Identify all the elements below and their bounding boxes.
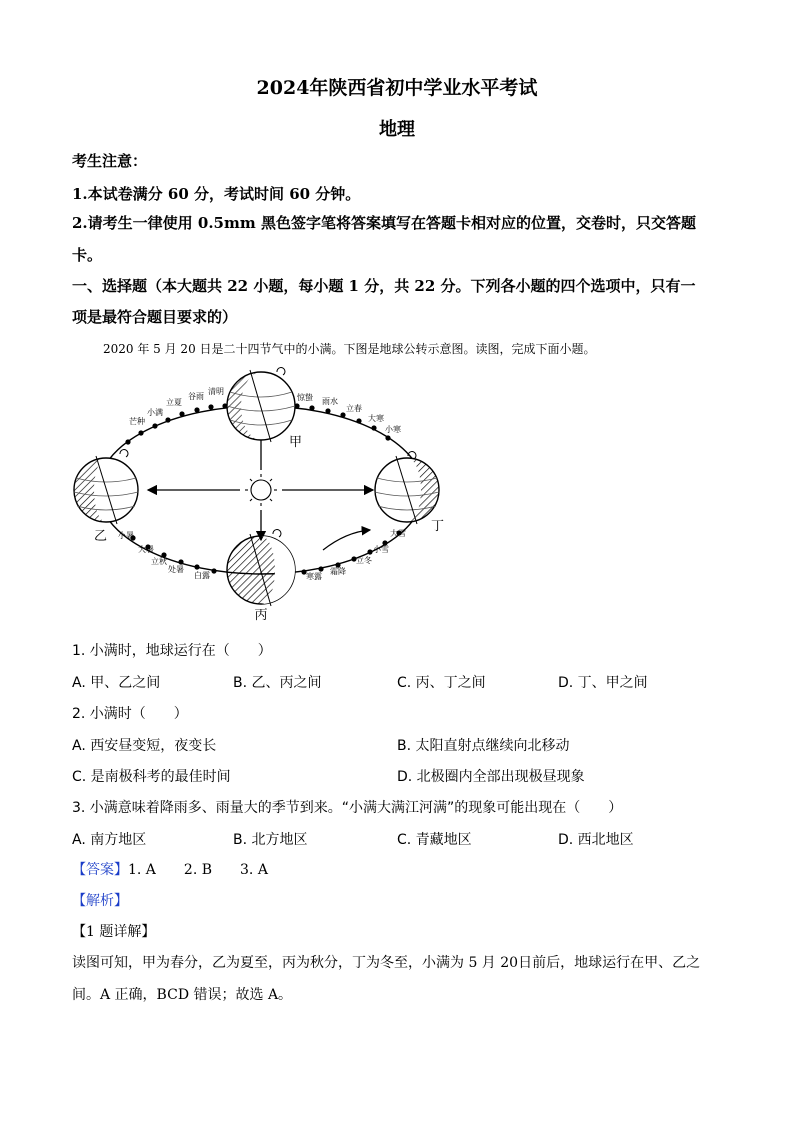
question-1-option-a: A. 甲、乙之间 xyxy=(72,675,161,691)
term-lixia: 立夏 xyxy=(166,398,182,407)
term-lichun: 立春 xyxy=(346,404,362,413)
question-3-option-a: A. 南方地区 xyxy=(72,832,147,848)
label-jia: 甲 xyxy=(289,435,303,450)
term-xiaoshu: 小暑 xyxy=(118,531,134,540)
term-dashu: 大暑 xyxy=(138,545,154,554)
question-1-stem: 1. 小满时，地球运行在（ ） xyxy=(72,643,272,659)
label-bing: 丙 xyxy=(254,608,268,622)
question-2-option-a: A. 西安昼变短，夜变长 xyxy=(72,738,217,754)
analysis-line-1: 读图可知，甲为春分，乙为夏至，丙为秋分，丁为冬至，小满为 5 月 20日前后，地球运行在甲、乙之 xyxy=(72,955,701,971)
term-dahan: 大寒 xyxy=(368,414,384,423)
term-chushu: 处暑 xyxy=(168,565,184,574)
term-jingzhe: 惊蛰 xyxy=(297,393,313,402)
subject-title: 地理 xyxy=(379,119,415,140)
analysis-label: 【解析】 xyxy=(72,893,128,909)
question-2-option-b: B. 太阳直射点继续向北移动 xyxy=(397,738,570,754)
term-mangzhong: 芒种 xyxy=(129,417,145,426)
answer-label: 【答案】 xyxy=(72,862,128,878)
term-guyu: 谷雨 xyxy=(188,392,204,401)
term-daxue: 大雪 xyxy=(390,529,406,538)
term-yushui: 雨水 xyxy=(322,397,338,406)
question-1-option-c: C. 丙、丁之间 xyxy=(397,675,486,691)
question-2-option-d: D. 北极圈内全部出现极昼现象 xyxy=(397,769,585,785)
notice-heading: 考生注意： xyxy=(72,152,148,170)
analysis-subheading: 【1 题详解】 xyxy=(72,924,156,940)
question-3-option-d: D. 西北地区 xyxy=(558,832,634,848)
answer-line xyxy=(72,859,268,879)
page-title: 2024年陕西省初中学业水平考试 xyxy=(256,77,538,99)
question-1-option-b: B. 乙、丙之间 xyxy=(233,675,322,691)
notice-item-1: 1.本试卷满分 60 分，考试时间 60 分钟。 xyxy=(72,185,361,203)
question-2-stem: 2. 小满时（ ） xyxy=(72,706,188,722)
label-ding: 丁 xyxy=(431,519,445,534)
notice-item-2-line-2: 卡。 xyxy=(72,246,103,264)
notice-item-2-line-1: 2.请考生一律使用 0.5mm 黑色签字笔将答案填写在答题卡相对应的位置，交卷时，只交答题 xyxy=(72,214,696,232)
term-shuangjiang: 霜降 xyxy=(330,567,346,576)
question-3-stem: 3. 小满意味着降雨多、雨量大的季节到来。“小满大满江河满”的现象可能出现在（ ） xyxy=(72,800,623,816)
section-heading-line-2: 项是最符合题目要求的） xyxy=(72,308,238,326)
question-intro: 2020 年 5 月 20 日是二十四节气中的小满。下图是地球公转示意图。读图，完成下面小题。 xyxy=(103,342,596,356)
question-1-option-d: D. 丁、甲之间 xyxy=(558,675,648,691)
label-yi: 乙 xyxy=(94,529,108,544)
term-bailu: 白露 xyxy=(194,571,210,580)
term-xiaoman: 小满 xyxy=(147,408,163,417)
earth-bing xyxy=(227,530,295,606)
question-3-option-b: B. 北方地区 xyxy=(233,832,308,848)
analysis-line-2: 间。A 正确，BCD 错误；故选 A。 xyxy=(72,987,293,1003)
term-xiaohan: 小寒 xyxy=(385,425,401,434)
earth-jia xyxy=(227,368,295,442)
revolution-direction-arrow xyxy=(323,530,370,550)
term-lidong: 立冬 xyxy=(356,556,372,565)
earth-orbit-diagram xyxy=(68,362,468,622)
earth-ding xyxy=(375,452,439,524)
term-qingming: 清明 xyxy=(208,387,224,396)
term-hanlu: 寒露 xyxy=(306,572,322,581)
question-3-option-c: C. 青藏地区 xyxy=(397,832,472,848)
sun-icon xyxy=(245,474,277,506)
earth-yi xyxy=(74,450,138,524)
term-liqiu: 立秋 xyxy=(151,557,167,566)
question-2-option-c: C. 是南极科考的最佳时间 xyxy=(72,769,231,785)
term-xiaoxue: 小雪 xyxy=(373,545,389,554)
section-heading-line-1: 一、选择题（本大题共 22 小题，每小题 1 分，共 22 分。下列各小题的四个选项中，只有一 xyxy=(72,277,696,295)
answer-values: 1. A 2. B 3. A xyxy=(128,862,268,878)
